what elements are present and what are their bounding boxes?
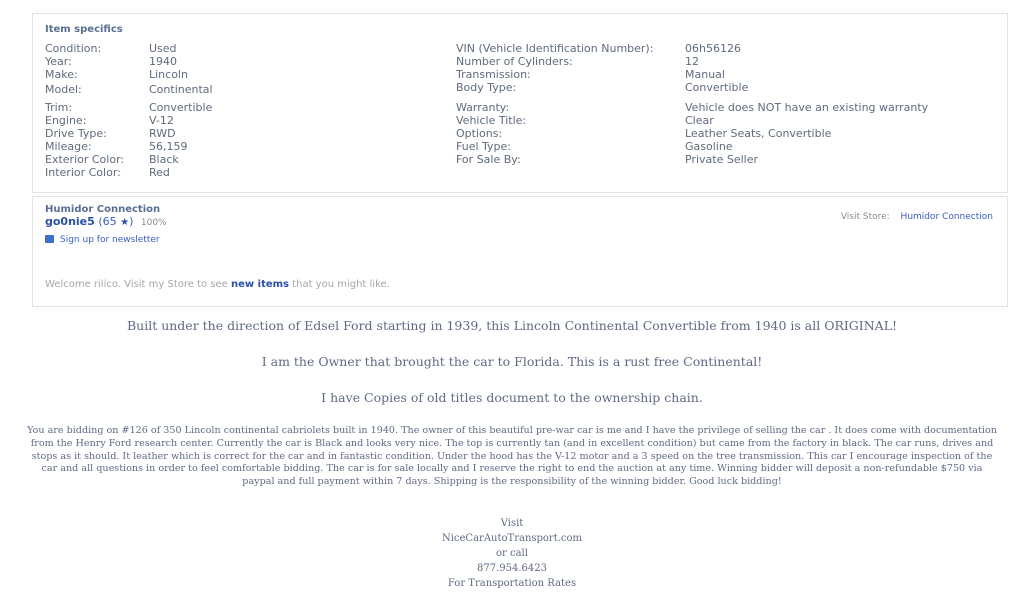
spec-value: 06h56126 [685, 42, 741, 55]
spec-value: Convertible [685, 81, 749, 94]
spec-value: 1940 [149, 55, 177, 68]
feedback-star-icon: ★ [120, 217, 130, 228]
contact-or-call: or call [496, 548, 528, 559]
feedback-score-link[interactable]: 65 [102, 215, 117, 228]
seller-id-link[interactable]: go0nie5 [45, 215, 95, 228]
spec-label: For Sale By: [456, 153, 521, 166]
spec-value: 12 [685, 55, 699, 68]
contact-visit: Visit [500, 518, 524, 529]
spec-value: Lincoln [149, 68, 188, 81]
store-panel [32, 196, 1008, 307]
newsletter-link[interactable]: Sign up for newsletter [60, 235, 160, 245]
item-specifics-panel [32, 13, 1008, 193]
description-headline-1: Built under the direction of Edsel Ford starting in 1939, this Lincoln Continental Convertible from 1940 is all ORIGINAL! [126, 318, 898, 333]
contact-website: NiceCarAutoTransport.com [441, 533, 583, 544]
spec-value: Manual [685, 68, 725, 81]
spec-label: Options: [456, 127, 503, 140]
spec-label: VIN (Vehicle Identification Number): [456, 42, 654, 55]
spec-value: Clear [685, 114, 714, 127]
spec-label: Warranty: [456, 101, 510, 114]
spec-label: Drive Type: [45, 127, 107, 140]
spec-value: Private Seller [685, 153, 758, 166]
positive-feedback-percent: 100% [140, 218, 167, 228]
spec-label: Mileage: [45, 140, 92, 153]
spec-label: Interior Color: [45, 166, 121, 179]
description-body: You are bidding on #126 of 350 Lincoln continental cabriolets built in 1940. The owner of this beautiful pre-war car is me and I have the privilege of selling the car . It does come with documentation from the Henry Ford research center. Currently the car is Black and looks very nice. The top is currently tan (and in excellent condition) but came from the factory in black. The car runs, drives and stops as it should. It leather which is correct for the car and in fantastic condition. Under the hood has the V-12 motor and a 3 speed on the tree transmission. This car I encourage inspection of the car and all questions in order to feel comfortable bidding. The car is for sale locally and I reserve the right to end the auction at any time. Winning bidder will deposit a non-refundable $750 via paypal and full payment within 7 days. Shipping is the responsibility of the winning bidder. Good luck bidding! [27, 425, 997, 488]
spec-label: Transmission: [456, 68, 531, 81]
spec-label: Make: [45, 68, 78, 81]
spec-value: Leather Seats, Convertible [685, 127, 832, 140]
visit-store-label: Visit Store: [840, 212, 890, 222]
spec-value: 56,159 [149, 140, 188, 153]
contact-block [0, 516, 1024, 591]
welcome-message [45, 279, 390, 290]
seller-info [45, 215, 167, 228]
spec-value: Black [149, 153, 179, 166]
spec-value: Used [149, 42, 177, 55]
spec-label: Exterior Color: [45, 153, 125, 166]
feedback-open-paren: ( [98, 215, 103, 228]
spec-value: Red [149, 166, 170, 179]
spec-value: V-12 [149, 114, 174, 127]
spec-label: Body Type: [456, 81, 517, 94]
feedback-close-paren: ) [129, 215, 134, 228]
welcome-suffix: that you might like. [289, 279, 390, 290]
spec-value: Gasoline [685, 140, 733, 153]
newsletter-signup[interactable] [45, 235, 160, 245]
store-name: Humidor Connection [45, 204, 161, 215]
newsletter-icon [45, 235, 54, 243]
spec-value: Vehicle does NOT have an existing warranty [685, 101, 929, 114]
visit-store [841, 212, 993, 222]
welcome-prefix: Welcome rilico. Visit my Store to see [45, 279, 232, 290]
spec-label: Trim: [45, 101, 73, 114]
description-headline-3: I have Copies of old titles document to the ownership chain. [321, 390, 703, 405]
spec-label: Vehicle Title: [456, 114, 527, 127]
item-specifics-title: Item specifics [45, 24, 123, 35]
spec-value: RWD [149, 127, 176, 140]
contact-transport-rates: For Transportation Rates [447, 578, 577, 589]
spec-label: Number of Cylinders: [456, 55, 573, 68]
spec-value: Continental [149, 83, 213, 96]
visit-store-link[interactable]: Humidor Connection [900, 212, 993, 222]
description-headline-2: I am the Owner that brought the car to Florida. This is a rust free Continental! [261, 354, 763, 369]
spec-value: Convertible [149, 101, 213, 114]
new-items-link[interactable]: new items [231, 279, 289, 290]
spec-label: Condition: [45, 42, 102, 55]
spec-label: Model: [45, 83, 82, 96]
spec-label: Year: [45, 55, 72, 68]
contact-phone: 877.954.6423 [477, 563, 547, 574]
spec-label: Engine: [45, 114, 87, 127]
spec-label: Fuel Type: [456, 140, 511, 153]
